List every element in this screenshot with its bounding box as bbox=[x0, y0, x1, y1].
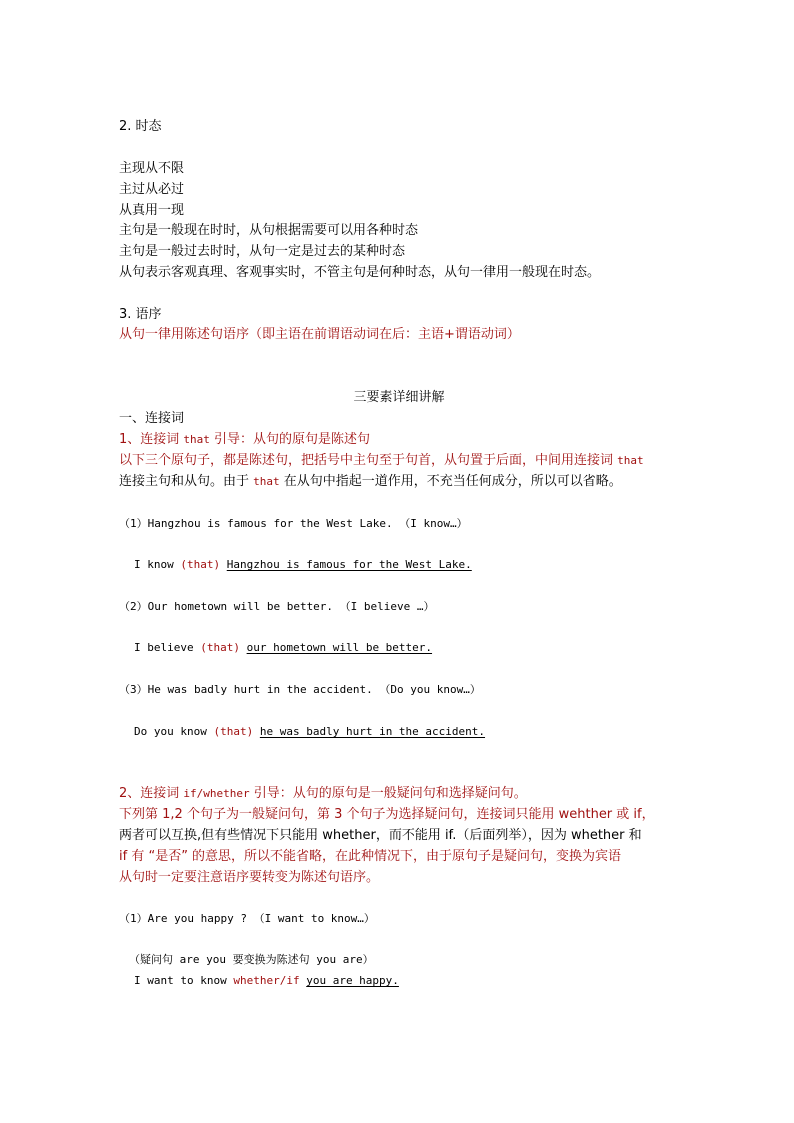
heading-text-tail: 引导：从句的原句是一般疑问句和选择疑问句。 bbox=[249, 786, 527, 801]
answer-prefix: I know bbox=[134, 558, 181, 571]
para-keyword: that bbox=[253, 475, 280, 488]
section-3-title: 3. 语序 bbox=[119, 307, 162, 322]
section-3-text: 从句一律用陈述句语序（即主语在前谓语动词在后：主语+谓语动词） bbox=[119, 327, 520, 342]
heading-keyword: that bbox=[183, 433, 210, 446]
object-clause: you are happy. bbox=[306, 974, 399, 987]
para-text: 连接主句和从句。由于 bbox=[119, 474, 254, 489]
part-1-title: 一、连接词 bbox=[119, 411, 185, 426]
conjunction: (that) bbox=[180, 558, 221, 571]
heading-keyword: if/whether bbox=[183, 787, 250, 800]
example-3-question: （3）He was badly hurt in the accident. （Do you know…） bbox=[119, 683, 481, 696]
tense-rule-6: 从句表示客观真理、客观事实时，不管主句是何种时态，从句一律用一般现在时态。 bbox=[119, 265, 601, 280]
part-2-heading bbox=[119, 785, 527, 803]
answer-prefix: I want to know bbox=[134, 974, 234, 987]
tense-rule-2: 主过从必过 bbox=[119, 182, 185, 197]
part-2-para-line-1: 下列第 1,2 个句子为一般疑问句，第 3 个句子为选择疑问句，连接词只能用 wehther 或 if， bbox=[119, 807, 655, 822]
heading-text: 1、连接词 bbox=[119, 432, 184, 447]
tense-rule-1: 主现从不限 bbox=[119, 161, 185, 176]
tense-rule-4: 主句是一般现在时时，从句根据需要可以用各种时态 bbox=[119, 223, 419, 238]
conjunction: whether/if bbox=[233, 974, 300, 987]
para-text: 以下三个原句子，都是陈述句，把括号中主句至于句首，从句置于后面，中间用连接词 bbox=[119, 453, 618, 468]
part-1-para-line-2 bbox=[119, 473, 622, 491]
section-2-title: 2. 时态 bbox=[119, 119, 162, 134]
conjunction: (that) bbox=[200, 641, 240, 654]
answer-prefix: Do you know bbox=[134, 725, 214, 738]
para-text-tail: 在从句中指起一道作用，不充当任何成分，所以可以省略。 bbox=[279, 474, 622, 489]
object-clause: our hometown will be better. bbox=[246, 641, 433, 654]
part-2-para-line-3: if 有 “是否” 的意思，所以不能省略，在此种情况下，由于原句子是疑问句，变换为宾语 bbox=[119, 849, 622, 864]
example-if-note: （疑问句 are you 要变换为陈述句 you are） bbox=[129, 953, 374, 966]
example-3-answer bbox=[134, 723, 485, 741]
part-2-para-line-4: 从句时一定要注意语序要转变为陈述句语序。 bbox=[119, 870, 380, 885]
para-keyword: that bbox=[617, 454, 644, 467]
answer-prefix: I believe bbox=[134, 641, 201, 654]
example-1-question: （1）Hangzhou is famous for the West Lake. （I know…） bbox=[119, 517, 468, 530]
part-1-para-line-1 bbox=[119, 452, 644, 470]
object-clause: he was badly hurt in the accident. bbox=[259, 725, 486, 738]
tense-rule-3: 从真用一现 bbox=[119, 203, 185, 218]
center-heading: 三要素详细讲解 bbox=[353, 390, 445, 405]
example-2-question: （2）Our hometown will be better. （I believe …） bbox=[119, 600, 435, 613]
conjunction: (that) bbox=[213, 725, 254, 738]
example-if-answer bbox=[134, 972, 399, 990]
heading-text: 2、连接词 bbox=[119, 786, 184, 801]
tense-rule-5: 主句是一般过去时时，从句一定是过去的某种时态 bbox=[119, 244, 406, 259]
example-2-answer bbox=[134, 639, 432, 657]
heading-text-tail: 引导：从句的原句是陈述句 bbox=[209, 432, 371, 447]
part-2-para-line-2: 两者可以互换,但有些情况下只能用 whether，而不能用 if.（后面列举），因为 whether 和 bbox=[119, 828, 642, 843]
example-if-question: （1）Are you happy ? （I want to know…） bbox=[119, 912, 375, 925]
object-clause: Hangzhou is famous for the West Lake. bbox=[226, 558, 472, 571]
example-1-answer bbox=[134, 556, 472, 574]
part-1-heading bbox=[119, 431, 370, 449]
